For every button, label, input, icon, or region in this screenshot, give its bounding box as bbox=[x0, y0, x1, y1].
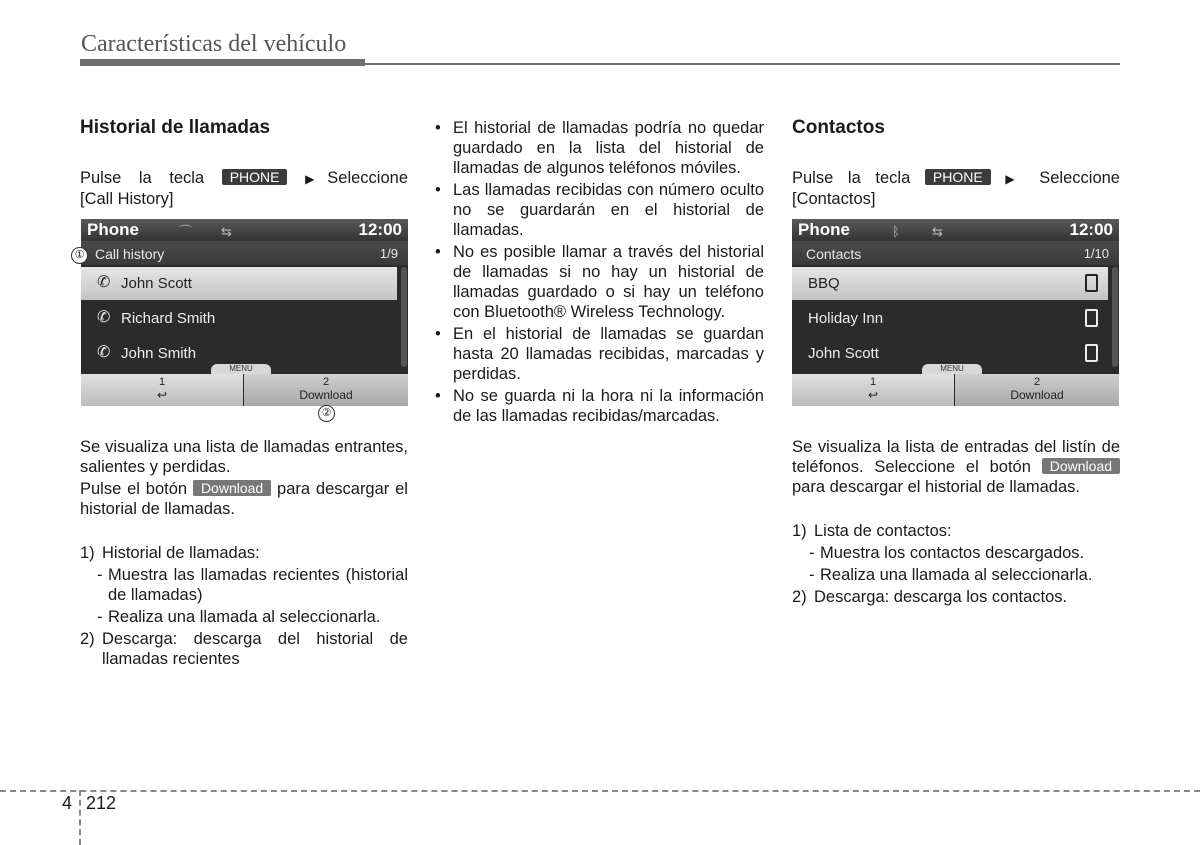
list-item-text: Descarga: descarga los contactos. bbox=[814, 588, 1068, 606]
call-history-row[interactable] bbox=[81, 302, 397, 335]
mobile-phone-icon bbox=[1085, 309, 1098, 327]
call-dialed-icon: ✆ bbox=[97, 274, 111, 291]
sub-item bbox=[792, 565, 1120, 585]
call-history-row-label: Richard Smith bbox=[121, 310, 216, 327]
list-item-text: Descarga: descarga del historial de llamadas recientes bbox=[102, 630, 408, 668]
phone-key-badge: PHONE bbox=[925, 169, 991, 185]
download-key-badge: Download bbox=[1042, 458, 1120, 474]
call-history-row-label: John Scott bbox=[121, 275, 192, 292]
sub-item bbox=[80, 607, 408, 627]
arrow-right-icon: ▶ bbox=[1005, 172, 1025, 186]
dash: - bbox=[809, 566, 815, 584]
list-item-number: 1) bbox=[792, 522, 807, 540]
page-header-title: Características del vehículo bbox=[81, 31, 347, 57]
footer-divider bbox=[79, 790, 81, 845]
callout-2: ② bbox=[318, 405, 335, 422]
softkey-number: 1 bbox=[158, 376, 166, 388]
contacts-screen bbox=[792, 219, 1119, 406]
menu-tab[interactable]: MENU bbox=[211, 364, 271, 374]
back-softkey[interactable] bbox=[792, 374, 954, 406]
screen-subheader-title: Call history bbox=[95, 246, 165, 262]
screen-status-bar bbox=[81, 219, 408, 241]
softkey-number: 1 bbox=[869, 376, 877, 388]
paragraph-text: para descargar el historial de llamadas. bbox=[792, 478, 1080, 496]
left-instruction-line2: [Call History] bbox=[80, 190, 174, 208]
call-history-row-label: John Smith bbox=[121, 345, 197, 362]
screen-scrollbar[interactable] bbox=[1112, 267, 1118, 367]
contact-row-label: John Scott bbox=[808, 345, 879, 362]
mobile-phone-icon bbox=[1085, 344, 1098, 362]
notes-list bbox=[433, 118, 764, 426]
download-softkey-label: Download bbox=[299, 388, 353, 402]
back-icon: ↩ bbox=[156, 388, 168, 402]
left-column bbox=[80, 117, 408, 209]
screen-subheader bbox=[81, 241, 408, 265]
header-bar bbox=[80, 59, 365, 66]
usb-icon: ⇆ bbox=[932, 224, 943, 239]
contact-row[interactable] bbox=[792, 267, 1108, 300]
note-item: • El historial de llamadas podría no quedar guardado en la lista del historial de llamadas de algunos teléfonos móviles. bbox=[433, 118, 764, 178]
right-instruction bbox=[792, 168, 1120, 189]
middle-column bbox=[433, 118, 764, 428]
header-rule bbox=[365, 63, 1120, 65]
left-instruction bbox=[80, 168, 408, 189]
callout-1: ① bbox=[71, 247, 88, 264]
screen-softkeys bbox=[792, 374, 1119, 406]
call-missed-icon: ✆ bbox=[97, 309, 111, 326]
instruction-select: Seleccione bbox=[1039, 169, 1120, 187]
paragraph-text: para descargar el historial de llamadas. bbox=[80, 480, 408, 518]
list-item-1 bbox=[80, 543, 408, 563]
bluetooth-icon: ᛒ bbox=[892, 224, 900, 239]
sub-item-text: Realiza una llamada al seleccionarla. bbox=[820, 566, 1093, 584]
note-item: • No es posible llamar a través del historial de llamadas si no hay un historial de llamadas guardado o si hay un teléfono con Bluetooth® Wireless Technology. bbox=[433, 242, 764, 322]
screen-subheader-title: Contacts bbox=[806, 246, 862, 262]
dash: - bbox=[97, 608, 103, 626]
list-item-2 bbox=[792, 587, 1120, 607]
list-item-1 bbox=[792, 521, 1120, 541]
right-column bbox=[792, 117, 1120, 209]
page-number: 212 bbox=[86, 793, 117, 813]
call-missed-icon: ✆ bbox=[97, 344, 111, 361]
note-item: • No se guarda ni la hora ni la información de las llamadas recibidas/marcadas. bbox=[433, 386, 764, 426]
screen-subheader-count: 1/9 bbox=[379, 246, 398, 261]
back-icon: ↩ bbox=[867, 388, 879, 402]
list-item-text: Historial de llamadas: bbox=[102, 544, 260, 562]
sub-item-text: Realiza una llamada al seleccionarla. bbox=[108, 608, 381, 626]
sub-item-text: Muestra los contactos descargados. bbox=[820, 544, 1085, 562]
list-item-number: 2) bbox=[80, 630, 95, 648]
instruction-select: Seleccione bbox=[327, 169, 409, 187]
instruction-text: Pulse la tecla bbox=[80, 169, 205, 187]
contact-row[interactable] bbox=[792, 302, 1108, 335]
sub-item bbox=[792, 543, 1120, 563]
left-column-body bbox=[80, 437, 408, 669]
download-softkey[interactable] bbox=[244, 374, 408, 406]
right-instruction-line2: [Contactos] bbox=[792, 190, 876, 208]
dash: - bbox=[97, 566, 103, 584]
back-softkey[interactable] bbox=[81, 374, 243, 406]
call-history-row[interactable] bbox=[81, 267, 397, 300]
list-item-number: 1) bbox=[80, 544, 95, 562]
download-key-badge: Download bbox=[193, 480, 271, 496]
paragraph-text: Se visualiza la lista de entradas del listín de teléfonos. Seleccione el botón bbox=[792, 438, 1120, 476]
mobile-phone-icon bbox=[1085, 274, 1098, 292]
sub-item-text: Muestra las llamadas recientes (historial de llamadas) bbox=[108, 566, 408, 604]
right-paragraph-1 bbox=[792, 437, 1120, 497]
dash: - bbox=[809, 544, 815, 562]
phone-signal-icon: ⌒ bbox=[179, 224, 193, 239]
paragraph-text: Pulse el botón bbox=[80, 480, 188, 498]
section-heading-call-history: Historial de llamadas bbox=[80, 117, 271, 138]
list-item-2 bbox=[80, 629, 408, 669]
screen-softkeys bbox=[81, 374, 408, 406]
download-softkey-label: Download bbox=[1010, 388, 1064, 402]
left-paragraph-2 bbox=[80, 479, 408, 519]
note-item: • Las llamadas recibidas con número oculto no se guardarán en el historial de llamadas. bbox=[433, 180, 764, 240]
screen-clock: 12:00 bbox=[358, 220, 402, 239]
screen-title: Phone bbox=[87, 220, 139, 239]
screen-scrollbar[interactable] bbox=[401, 267, 407, 367]
usb-icon: ⇆ bbox=[221, 224, 232, 239]
softkey-number: 2 bbox=[322, 376, 330, 388]
contact-row-label: BBQ bbox=[808, 275, 840, 292]
left-paragraph-1: Se visualiza una lista de llamadas entrantes, salientes y perdidas. bbox=[80, 438, 408, 476]
arrow-right-icon: ▶ bbox=[305, 172, 328, 186]
screen-title: Phone bbox=[798, 220, 850, 239]
list-item-text: Lista de contactos: bbox=[814, 522, 952, 540]
screen-subheader-count: 1/10 bbox=[1083, 246, 1109, 261]
menu-tab[interactable]: MENU bbox=[922, 364, 982, 374]
call-history-screen bbox=[81, 219, 408, 406]
screen-subheader bbox=[792, 241, 1119, 265]
contact-row-label: Holiday Inn bbox=[808, 310, 884, 327]
chapter-number: 4 bbox=[62, 793, 73, 813]
sub-item bbox=[80, 565, 408, 605]
section-heading-contacts: Contactos bbox=[792, 117, 885, 138]
footer-rule bbox=[0, 790, 1200, 792]
note-item: • En el historial de llamadas se guardan hasta 20 llamadas recibidas, marcadas y perdidas. bbox=[433, 324, 764, 384]
download-softkey[interactable] bbox=[955, 374, 1119, 406]
list-item-number: 2) bbox=[792, 588, 807, 606]
instruction-text: Pulse la tecla bbox=[792, 169, 911, 187]
phone-key-badge: PHONE bbox=[222, 169, 288, 185]
screen-clock: 12:00 bbox=[1069, 220, 1113, 239]
softkey-number: 2 bbox=[1033, 376, 1041, 388]
right-column-body bbox=[792, 437, 1120, 607]
screen-status-bar bbox=[792, 219, 1119, 241]
